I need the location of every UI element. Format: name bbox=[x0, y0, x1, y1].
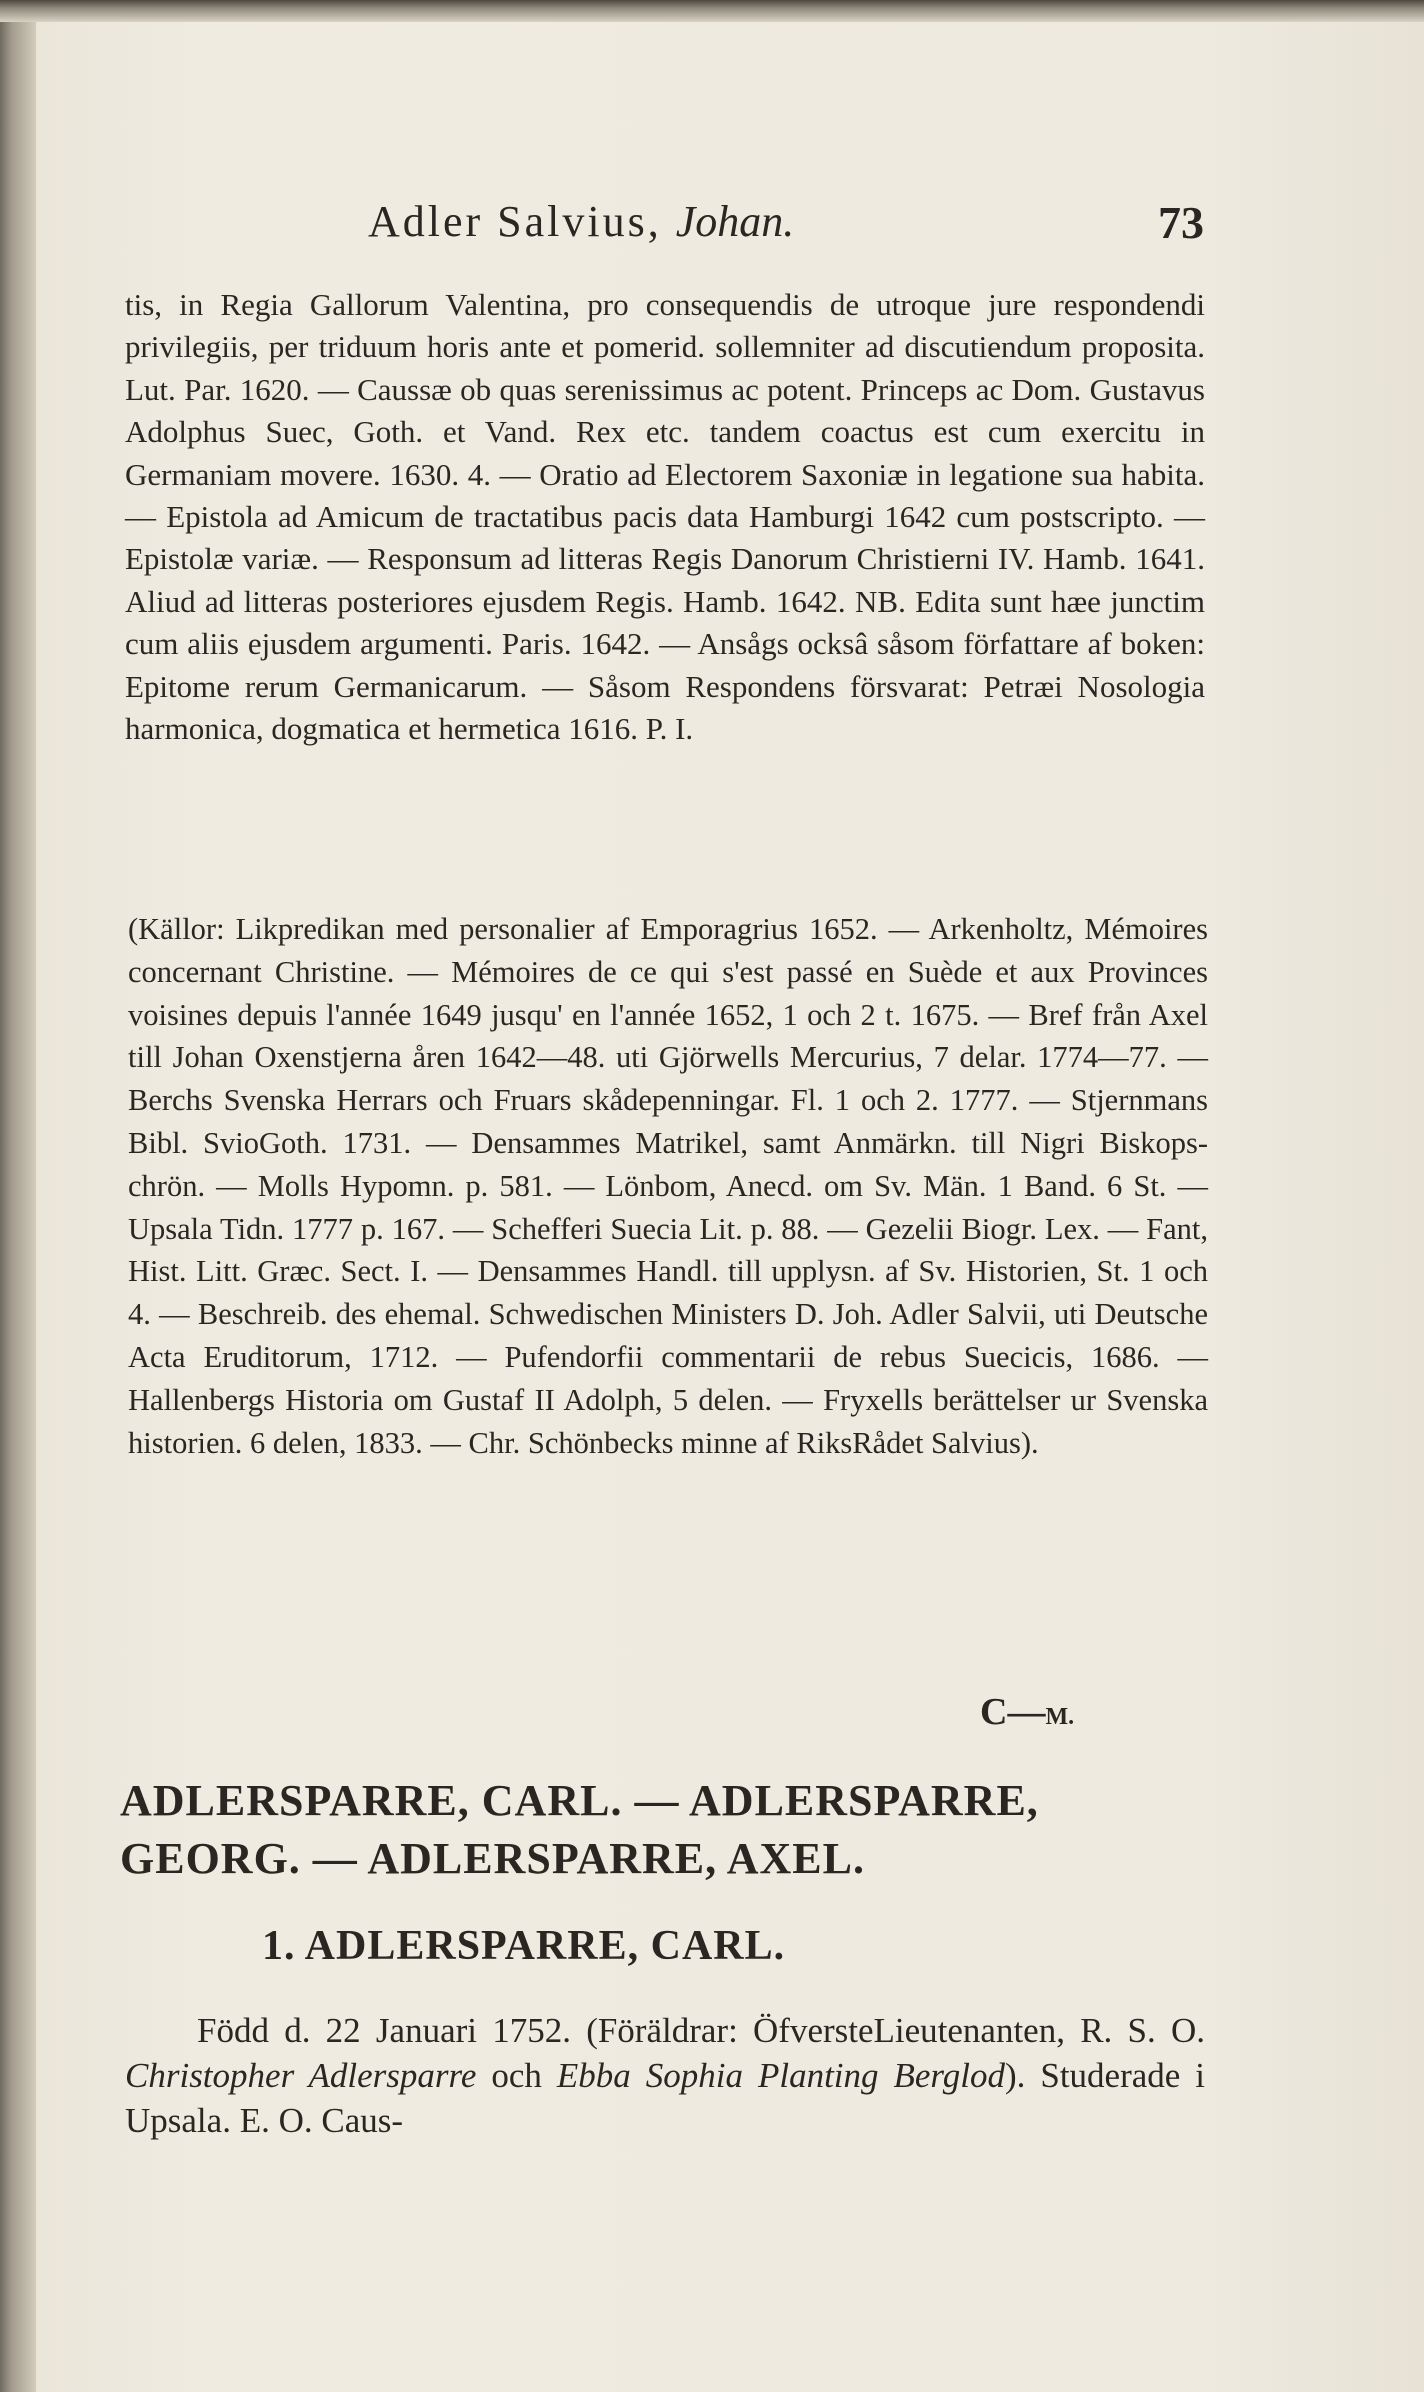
sources-paragraph: (Källor: Likpredikan med personalier af Emporagrius 1652. — Arkenholtz, Mémoires concernant Christine. — Mémoires de ce qui s'est passé en Suède et aux Provinces voisines depuis l'année 1649 jusqu' en l'année 1652, 1 och 2 t. 1675. — Bref från Axel till Johan Oxenstjerna åren 1642—48. uti Gjörwells Mercurius, 7 delar. 1774—77. — Berchs Svenska Herrars och Fruars skådepenningar. Fl. 1 och 2. 1777. — Stjernmans Bibl. SvioGoth. 1731. — Densammes Matrikel, samt Anmärkn. till Nigri Biskops-chrön. — Molls Hypomn. p. 581. — Lönbom, Anecd. om Sv. Män. 1 Band. 6 St. — Upsala Tidn. 1777 p. 167. — Schefferi Suecia Lit. p. 88. — Gezelii Biogr. Lex. — Fant, Hist. Litt. Græc. Sect. I. — Densammes Handl. till upplysn. af Sv. Historien, St. 1 och 4. — Beschreib. des ehemal. Schwedischen Ministers D. Joh. Adler Salvii, uti Deutsche Acta Eruditorum, 1712. — Pufendorfii commentarii de rebus Suecicis, 1686. — Hallenbergs Historia om Gustaf II Adolph, 5 delen. — Fryxells berättelser ur Svenska historien. 6 delen, 1833. — Chr. Schönbecks minne af RiksRådet Salvius). bbox=[128, 912, 1208, 1460]
book-binding-edge bbox=[0, 0, 36, 2392]
subsection-heading: 1. ADLERSPARRE, CARL. bbox=[262, 1923, 786, 1969]
mother-name: Ebba Sophia Planting Berglod bbox=[556, 2056, 1005, 2095]
signature-initial: C— bbox=[980, 1691, 1046, 1733]
running-head-forename: Johan. bbox=[675, 197, 795, 246]
father-name: Christopher Adlersparre bbox=[125, 2056, 477, 2095]
body-paragraph-works: tis, in Regia Gallorum Valentina, pro consequendis de utroque jure respondendi privilegiis, per triduum horis ante et pomerid. sollemniter ad discutiendum proposita. Lut. Par. 1620. — Caussæ ob quas serenissimus ac potent. Princeps ac Dom. Gustavus Adolphus Suec, Goth. et Vand. Rex etc. tandem coactus est cum exercitu in Germaniam movere. 1630. 4. — Oratio ad Electorem Saxoniæ in legatione sua habita. — Epistola ad Amicum de tractatibus pacis data Hamburgi 1642 cum postscripto. — Epistolæ variæ. — Responsum ad litteras Regis Danorum Christierni IV. Hamb. 1641. Aliud ad litteras posteriores ejusdem Regis. Hamb. 1642. NB. Edita sunt hæe junctim cum aliis ejusdem argumenti. Paris. 1642. — Ansågs ocksâ såsom författare af boken: Epitome rerum Germanicarum. — Såsom Respondens försvarat: Petræi Nosologia harmonica, dogmatica et hermetica 1616. P. I. bbox=[125, 287, 1205, 747]
body-paragraph-biography bbox=[125, 2008, 1205, 2143]
page-number: 73 bbox=[1158, 197, 1204, 248]
running-head-surname: Adler Salvius, bbox=[368, 197, 662, 246]
running-head-title bbox=[368, 196, 794, 247]
section-heading: ADLERSPARRE, CARL. — ADLERSPARRE, GEORG. — ADLERSPARRE, AXEL. bbox=[120, 1776, 1039, 1883]
biography-tail: ). Studerade i Upsala. E. O. Caus- bbox=[125, 2056, 1206, 2140]
biography-lead: Född d. 22 Januari 1752. (Föräldrar: ÖfversteLieutenanten, R. S. O. bbox=[197, 2011, 1205, 2050]
author-signature bbox=[980, 1690, 1074, 1734]
running-header bbox=[368, 196, 1204, 260]
conjunction: och bbox=[491, 2056, 542, 2095]
signature-suffix: M. bbox=[1045, 1704, 1075, 1730]
page-top-edge bbox=[0, 0, 1424, 22]
